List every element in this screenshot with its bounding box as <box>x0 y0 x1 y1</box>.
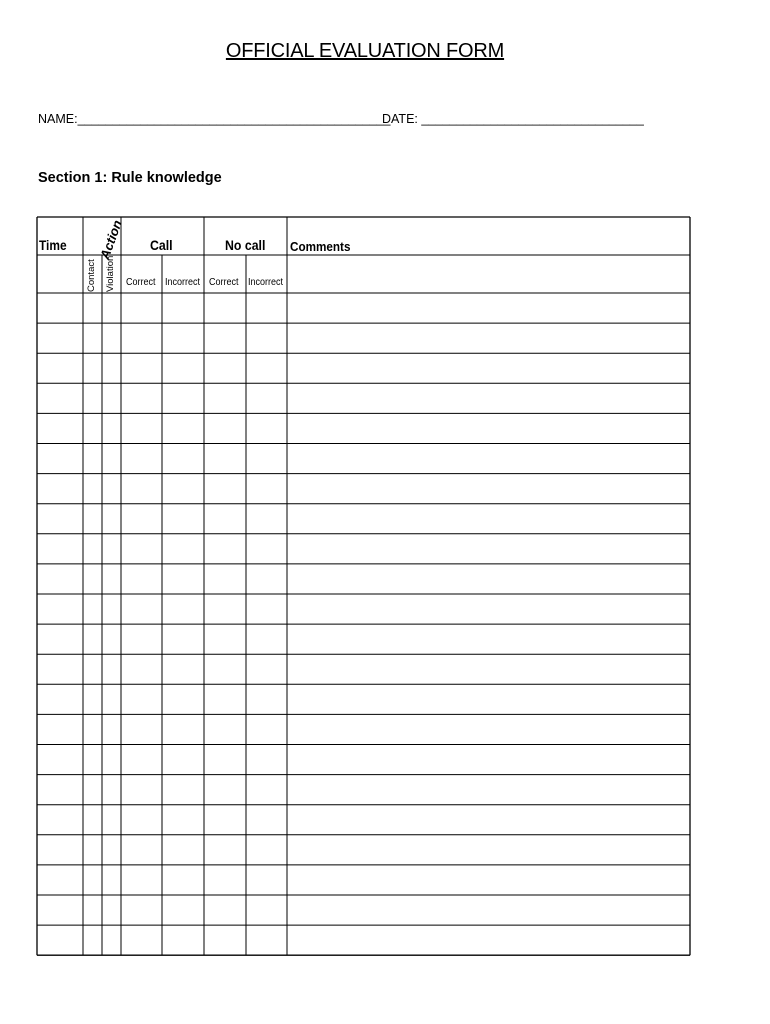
table-cell[interactable] <box>83 684 102 714</box>
table-cell[interactable] <box>102 594 121 624</box>
table-cell[interactable] <box>102 714 121 744</box>
table-cell[interactable] <box>37 293 83 323</box>
table-cell[interactable] <box>121 775 162 805</box>
table-cell[interactable] <box>121 504 162 534</box>
table-cell[interactable] <box>246 684 287 714</box>
subheader-call-correct: Correct <box>126 277 156 288</box>
table-cell[interactable] <box>83 444 102 474</box>
table-cell[interactable] <box>246 654 287 684</box>
table-cell[interactable] <box>121 594 162 624</box>
subheader-nocall-correct: Correct <box>209 277 239 288</box>
table-cell[interactable] <box>246 745 287 775</box>
table-cell[interactable] <box>162 925 204 955</box>
table-cell[interactable] <box>83 564 102 594</box>
table-cell[interactable] <box>121 293 162 323</box>
table-cell[interactable] <box>37 684 83 714</box>
table-cell[interactable] <box>162 534 204 564</box>
table-cell[interactable] <box>287 504 690 534</box>
table-cell[interactable] <box>83 865 102 895</box>
table-cell[interactable] <box>83 474 102 504</box>
table-cell[interactable] <box>246 775 287 805</box>
subheader-nocall-incorrect: Incorrect <box>248 277 284 288</box>
table-cell[interactable] <box>83 353 102 383</box>
table-cell[interactable] <box>121 895 162 925</box>
table-cell[interactable] <box>287 745 690 775</box>
table-cell[interactable] <box>246 413 287 443</box>
table-cell[interactable] <box>37 323 83 353</box>
table-cell[interactable] <box>121 413 162 443</box>
table-cell[interactable] <box>102 444 121 474</box>
table-cell[interactable] <box>246 474 287 504</box>
table-cell[interactable] <box>246 895 287 925</box>
table-cell[interactable] <box>246 835 287 865</box>
header-time: Time <box>39 237 67 253</box>
header-call: Call <box>150 237 173 253</box>
table-cell[interactable] <box>162 383 204 413</box>
section-title: Section 1: Rule knowledge <box>38 170 222 186</box>
table-cell[interactable] <box>102 564 121 594</box>
table-cell[interactable] <box>83 323 102 353</box>
table-cell[interactable] <box>287 714 690 744</box>
form-title: OFFICIAL EVALUATION FORM <box>225 40 505 62</box>
table-cell[interactable] <box>204 383 246 413</box>
subheader-contact: Contact <box>86 259 97 292</box>
table-cell[interactable] <box>37 805 83 835</box>
table-cell[interactable] <box>102 805 121 835</box>
table-cell[interactable] <box>37 835 83 865</box>
table-cell[interactable] <box>204 594 246 624</box>
table-cell[interactable] <box>204 293 246 323</box>
table-cell[interactable] <box>102 323 121 353</box>
table-cell[interactable] <box>287 293 690 323</box>
subheader-call-incorrect: Incorrect <box>165 277 201 288</box>
table-cell[interactable] <box>102 835 121 865</box>
table-cell[interactable] <box>204 714 246 744</box>
table-cell[interactable] <box>83 504 102 534</box>
table-cell[interactable] <box>204 413 246 443</box>
table-cell[interactable] <box>162 353 204 383</box>
table-cell[interactable] <box>287 594 690 624</box>
table-cell[interactable] <box>121 624 162 654</box>
table-cell[interactable] <box>83 895 102 925</box>
table-cell[interactable] <box>37 383 83 413</box>
table-cell[interactable] <box>121 865 162 895</box>
table-cell[interactable] <box>162 684 204 714</box>
table-cell[interactable] <box>204 444 246 474</box>
table-cell[interactable] <box>204 895 246 925</box>
table-cell[interactable] <box>246 293 287 323</box>
table-cell[interactable] <box>102 865 121 895</box>
table-cell[interactable] <box>102 654 121 684</box>
table-cell[interactable] <box>37 624 83 654</box>
table-cell[interactable] <box>102 474 121 504</box>
table-cell[interactable] <box>83 383 102 413</box>
table-cell[interactable] <box>287 564 690 594</box>
table-cell[interactable] <box>121 925 162 955</box>
table-cell[interactable] <box>246 444 287 474</box>
table-cell[interactable] <box>102 383 121 413</box>
table-cell[interactable] <box>204 925 246 955</box>
table-cell[interactable] <box>102 925 121 955</box>
table-cell[interactable] <box>162 474 204 504</box>
table-cell[interactable] <box>204 654 246 684</box>
table-cell[interactable] <box>83 714 102 744</box>
table-cell[interactable] <box>204 564 246 594</box>
table-cell[interactable] <box>37 865 83 895</box>
table-cell[interactable] <box>246 323 287 353</box>
table-cell[interactable] <box>102 293 121 323</box>
table-cell[interactable] <box>204 775 246 805</box>
table-cell[interactable] <box>204 745 246 775</box>
table-cell[interactable] <box>246 865 287 895</box>
table-cell[interactable] <box>102 504 121 534</box>
table-cell[interactable] <box>204 323 246 353</box>
table-cell[interactable] <box>162 594 204 624</box>
table-cell[interactable] <box>37 714 83 744</box>
table-cell[interactable] <box>83 775 102 805</box>
table-cell[interactable] <box>37 654 83 684</box>
table-cell[interactable] <box>102 895 121 925</box>
table-cell[interactable] <box>204 835 246 865</box>
table-cell[interactable] <box>102 775 121 805</box>
table-cell[interactable] <box>121 805 162 835</box>
table-cell[interactable] <box>121 444 162 474</box>
table-cell[interactable] <box>162 654 204 684</box>
table-cell[interactable] <box>37 594 83 624</box>
table-cell[interactable] <box>121 383 162 413</box>
table-cell[interactable] <box>83 624 102 654</box>
table-cell[interactable] <box>287 323 690 353</box>
table-cell[interactable] <box>37 564 83 594</box>
table-cell[interactable] <box>246 925 287 955</box>
table-cell[interactable] <box>246 594 287 624</box>
table-cell[interactable] <box>246 624 287 654</box>
table-cell[interactable] <box>37 474 83 504</box>
table-cell[interactable] <box>287 353 690 383</box>
table-cell[interactable] <box>204 474 246 504</box>
table-cell[interactable] <box>102 745 121 775</box>
table-cell[interactable] <box>204 805 246 835</box>
table-cell[interactable] <box>287 383 690 413</box>
table-cell[interactable] <box>204 684 246 714</box>
name-field[interactable]: NAME:_____________________________________________ <box>38 112 391 126</box>
table-cell[interactable] <box>246 714 287 744</box>
table-cell[interactable] <box>204 353 246 383</box>
table-cell[interactable] <box>162 745 204 775</box>
table-cell[interactable] <box>37 444 83 474</box>
table-cell[interactable] <box>246 564 287 594</box>
table-cell[interactable] <box>287 413 690 443</box>
table-cell[interactable] <box>83 413 102 443</box>
table-cell[interactable] <box>37 504 83 534</box>
table-cell[interactable] <box>162 323 204 353</box>
table-cell[interactable] <box>37 745 83 775</box>
table-cell[interactable] <box>37 353 83 383</box>
table-cell[interactable] <box>83 745 102 775</box>
table-cell[interactable] <box>162 714 204 744</box>
table-cell[interactable] <box>102 624 121 654</box>
table-cell[interactable] <box>287 624 690 654</box>
table-cell[interactable] <box>37 925 83 955</box>
table-cell[interactable] <box>102 534 121 564</box>
table-cell[interactable] <box>204 534 246 564</box>
table-cell[interactable] <box>162 624 204 654</box>
table-cell[interactable] <box>162 835 204 865</box>
table-cell[interactable] <box>204 865 246 895</box>
table-cell[interactable] <box>37 895 83 925</box>
table-cell[interactable] <box>204 624 246 654</box>
table-cell[interactable] <box>287 654 690 684</box>
table-cell[interactable] <box>121 474 162 504</box>
subheader-violation: Violation <box>105 255 116 292</box>
table-cell[interactable] <box>162 805 204 835</box>
header-comments: Comments <box>290 239 351 254</box>
table-cell[interactable] <box>204 504 246 534</box>
table-cell[interactable] <box>121 353 162 383</box>
table-cell[interactable] <box>287 895 690 925</box>
table-cell[interactable] <box>121 684 162 714</box>
table-cell[interactable] <box>121 835 162 865</box>
table-cell[interactable] <box>162 564 204 594</box>
table-cell[interactable] <box>121 745 162 775</box>
table-cell[interactable] <box>287 925 690 955</box>
table-cell[interactable] <box>83 835 102 865</box>
table-cell[interactable] <box>121 534 162 564</box>
table-cell[interactable] <box>37 534 83 564</box>
table-cell[interactable] <box>121 654 162 684</box>
table-cell[interactable] <box>287 775 690 805</box>
table-cell[interactable] <box>102 413 121 443</box>
table-cell[interactable] <box>102 353 121 383</box>
table-cell[interactable] <box>246 805 287 835</box>
table-cell[interactable] <box>83 534 102 564</box>
table-cell[interactable] <box>287 474 690 504</box>
table-cell[interactable] <box>287 835 690 865</box>
table-cell[interactable] <box>246 353 287 383</box>
table-cell[interactable] <box>287 684 690 714</box>
table-cell[interactable] <box>162 775 204 805</box>
table-cell[interactable] <box>83 654 102 684</box>
table-cell[interactable] <box>246 534 287 564</box>
table-cell[interactable] <box>37 413 83 443</box>
table-cell[interactable] <box>246 383 287 413</box>
table-cell[interactable] <box>83 925 102 955</box>
table-cell[interactable] <box>162 444 204 474</box>
table-cell[interactable] <box>287 444 690 474</box>
table-cell[interactable] <box>287 534 690 564</box>
table-cell[interactable] <box>162 895 204 925</box>
table-cell[interactable] <box>287 865 690 895</box>
table-cell[interactable] <box>162 504 204 534</box>
date-field[interactable]: DATE: ________________________________ <box>382 112 644 126</box>
table-cell[interactable] <box>102 684 121 714</box>
table-cell[interactable] <box>246 504 287 534</box>
table-cell[interactable] <box>121 564 162 594</box>
table-cell[interactable] <box>121 323 162 353</box>
header-action: Action <box>97 217 125 262</box>
table-cell[interactable] <box>162 865 204 895</box>
table-cell[interactable] <box>287 805 690 835</box>
table-cell[interactable] <box>121 714 162 744</box>
table-cell[interactable] <box>83 805 102 835</box>
header-no-call: No call <box>225 237 266 253</box>
table-cell[interactable] <box>37 775 83 805</box>
table-cell[interactable] <box>162 413 204 443</box>
table-cell[interactable] <box>162 293 204 323</box>
table-cell[interactable] <box>83 594 102 624</box>
table-cell[interactable] <box>83 293 102 323</box>
